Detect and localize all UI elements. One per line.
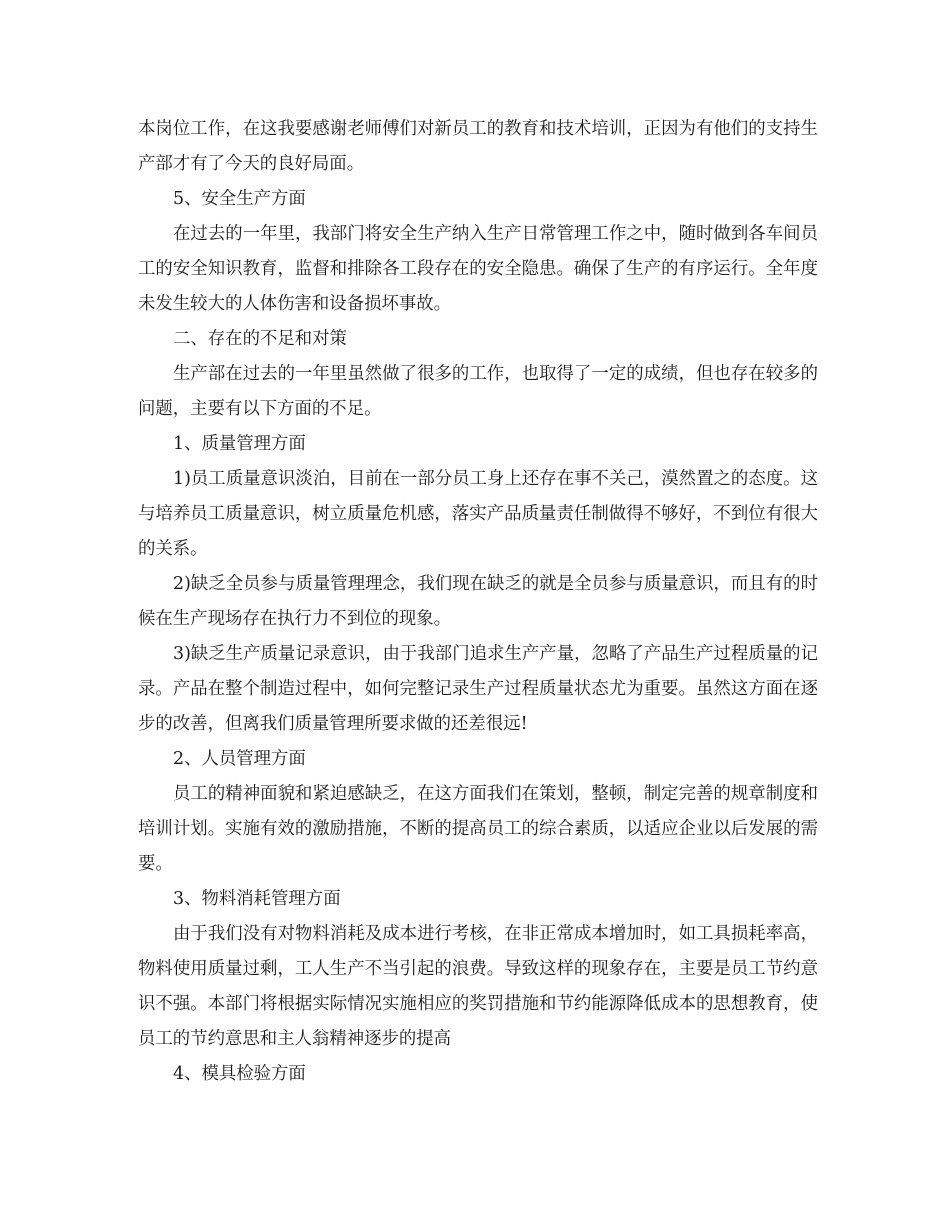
paragraph-quality-3: 3)缺乏生产质量记录意识，由于我部门追求生产产量，忽略了产品生产过程质量的记录。产品在整个制造过程中，如何完整记录生产过程质量状态尤为重要。虽然这方面在逐步的改善，但离我们质量管理所要求做的还差很远!: [138, 644, 818, 734]
section-heading-materials: 3、物料消耗管理方面: [173, 889, 341, 909]
section-heading-mold-inspection: 4、模具检验方面: [173, 1064, 306, 1084]
paragraph-personnel: 员工的精神面貌和紧迫感缺乏，在这方面我们在策划，整顿，制定完善的规章制度和培训计划。实施有效的激励措施，不断的提高员工的综合素质，以适应企业以后发展的需要。: [138, 784, 818, 874]
paragraph-quality-1: 1)员工质量意识淡泊，目前在一部分员工身上还存在事不关己，漠然置之的态度。这与培养员工质量意识，树立质量危机感，落实产品质量责任制做得不够好，不到位有很大的关系。: [138, 469, 818, 559]
paragraph-quality-2: 2)缺乏全员参与质量管理理念，我们现在缺乏的就是全员参与质量意识，而且有的时候在生产现场存在执行力不到位的现象。: [138, 574, 818, 629]
section-heading-shortcomings: 二、存在的不足和对策: [173, 329, 347, 349]
paragraph-materials: 由于我们没有对物料消耗及成本进行考核，在非正常成本增加时，如工具损耗率高，物料使用质量过剩，工人生产不当引起的浪费。导致这样的现象存在，主要是员工节约意识不强。本部门将根据实际情况实施相应的奖罚措施和节约能源降低成本的思想教育，使员工的节约意思和主人翁精神逐步的提高: [138, 924, 818, 1049]
paragraph-shortcomings-intro: 生产部在过去的一年里虽然做了很多的工作，也取得了一定的成绩，但也存在较多的问题，主要有以下方面的不足。: [138, 364, 818, 419]
paragraph-safety: 在过去的一年里，我部门将安全生产纳入生产日常管理工作之中，随时做到各车间员工的安全知识教育，监督和排除各工段存在的安全隐患。确保了生产的有序运行。全年度未发生较大的人体伤害和设备损坏事故。: [138, 224, 818, 314]
section-heading-quality: 1、质量管理方面: [173, 434, 306, 454]
paragraph-continuation: 本岗位工作，在这我要感谢老师傅们对新员工的教育和技术培训，正因为有他们的支持生产部才有了今天的良好局面。: [138, 119, 818, 174]
section-heading-safety: 5、安全生产方面: [173, 189, 306, 209]
document-body: [138, 112, 818, 1092]
section-heading-personnel: 2、人员管理方面: [173, 749, 306, 769]
